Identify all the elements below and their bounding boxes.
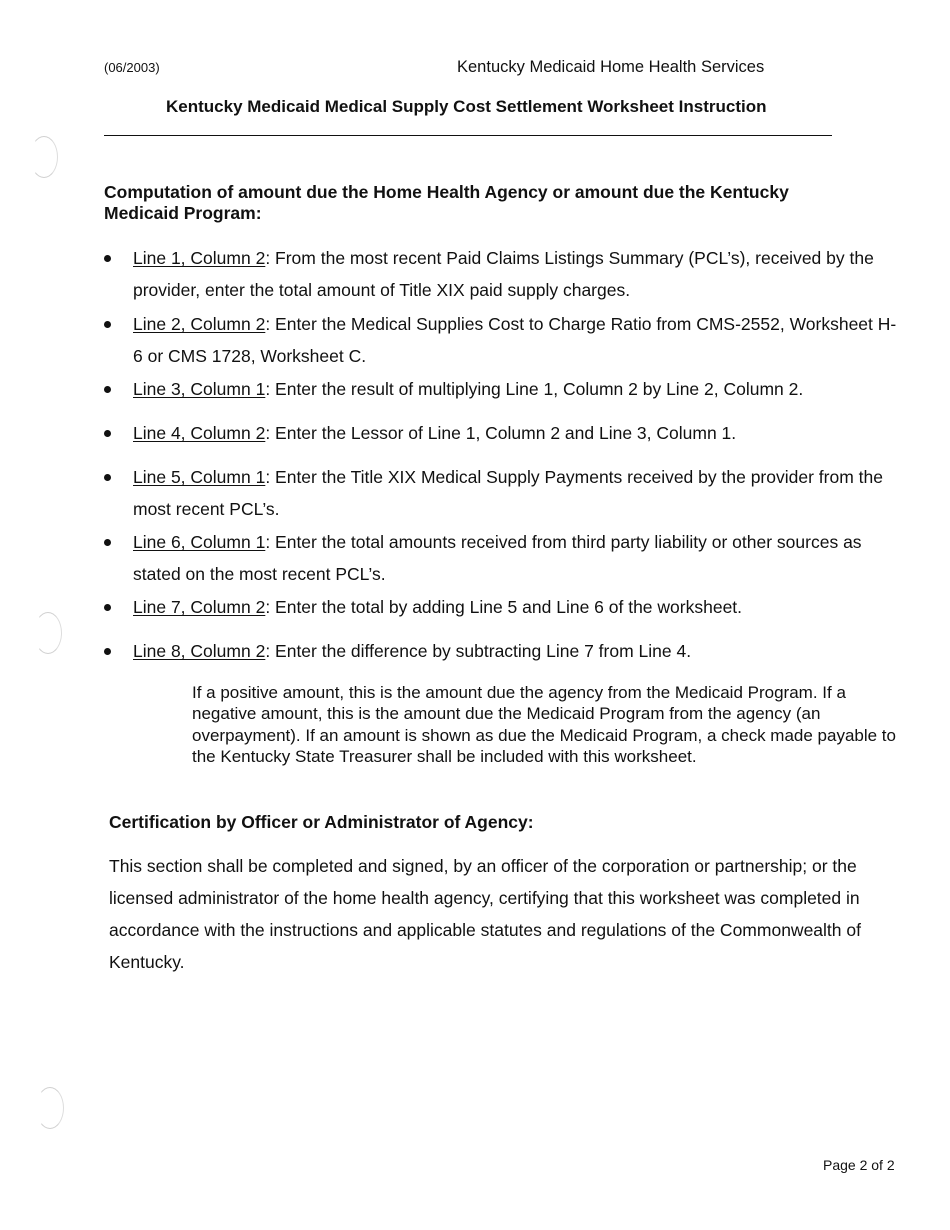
title-divider: [104, 135, 832, 136]
bullet-icon: [104, 474, 111, 481]
list-item-text: [133, 308, 903, 372]
document-title: Kentucky Medicaid Medical Supply Cost Settlement Worksheet Instruction: [166, 97, 767, 116]
agency-header: Kentucky Medicaid Home Health Services: [457, 58, 765, 76]
result-explanation: If a positive amount, this is the amount due the agency from the Medicaid Program. If a negative amount, this is the amount due the Medicaid Program from the agency (an overpayment). If an amount is shown as due the Medicaid Program, a check made payable to the Kentucky State Treasurer shall be included with this worksheet.: [192, 683, 896, 766]
line-reference: Line 6, Column 1: [133, 532, 266, 552]
line-instruction: : Enter the total amounts received from third party liability or other sources as stated on the most recent PCL’s.: [133, 532, 862, 584]
line-reference: Line 8, Column 2: [133, 641, 266, 661]
line-instruction: : From the most recent Paid Claims Listings Summary (PCL’s), received by the provider, enter the total amount of Title XIX paid supply charges.: [133, 248, 874, 300]
line-reference: Line 1, Column 2: [133, 248, 266, 268]
list-item-text: [133, 591, 903, 623]
line-instruction: : Enter the difference by subtracting Line 7 from Line 4.: [265, 641, 692, 661]
line-reference: Line 5, Column 1: [133, 467, 266, 487]
certification-text: This section shall be completed and signed, by an officer of the corporation or partnership; or the licensed administrator of the home health agency, certifying that this worksheet was completed in accordance with the instructions and applicable statutes and regulations of the Commonwealth of Kentucky.: [109, 856, 861, 972]
bullet-icon: [104, 604, 111, 611]
line-instruction: : Enter the Medical Supplies Cost to Charge Ratio from CMS-2552, Worksheet H-6 or CMS 1728, Worksheet C.: [133, 314, 897, 366]
line-reference: Line 3, Column 1: [133, 379, 266, 399]
bullet-icon: [104, 321, 111, 328]
punch-hole-mark: [36, 1087, 64, 1129]
certification-heading: Certification by Officer or Administrator of Agency:: [109, 812, 534, 832]
list-item-text: [133, 242, 903, 306]
bullet-icon: [104, 386, 111, 393]
bullet-icon: [104, 539, 111, 546]
page-number: Page 2 of 2: [823, 1157, 895, 1173]
line-instruction: : Enter the Lessor of Line 1, Column 2 and Line 3, Column 1.: [265, 423, 737, 443]
revision-date: (06/2003): [104, 60, 160, 75]
line-reference: Line 4, Column 2: [133, 423, 266, 443]
bullet-icon: [104, 255, 111, 262]
punch-hole-mark: [34, 612, 62, 654]
list-item-text: [133, 417, 903, 449]
bullet-icon: [104, 648, 111, 655]
list-item-text: [133, 526, 903, 590]
computation-heading: Computation of amount due the Home Health Agency or amount due the Kentucky Medicaid Program:: [104, 182, 789, 223]
line-instruction: : Enter the Title XIX Medical Supply Payments received by the provider from the most recent PCL’s.: [133, 467, 883, 519]
list-item-text: [133, 635, 903, 667]
line-reference: Line 2, Column 2: [133, 314, 266, 334]
line-instruction: : Enter the result of multiplying Line 1, Column 2 by Line 2, Column 2.: [265, 379, 804, 399]
bullet-icon: [104, 430, 111, 437]
line-instruction: : Enter the total by adding Line 5 and Line 6 of the worksheet.: [265, 597, 743, 617]
list-item-text: [133, 461, 903, 525]
list-item-text: [133, 373, 903, 405]
line-reference: Line 7, Column 2: [133, 597, 266, 617]
punch-hole-mark: [30, 136, 58, 178]
